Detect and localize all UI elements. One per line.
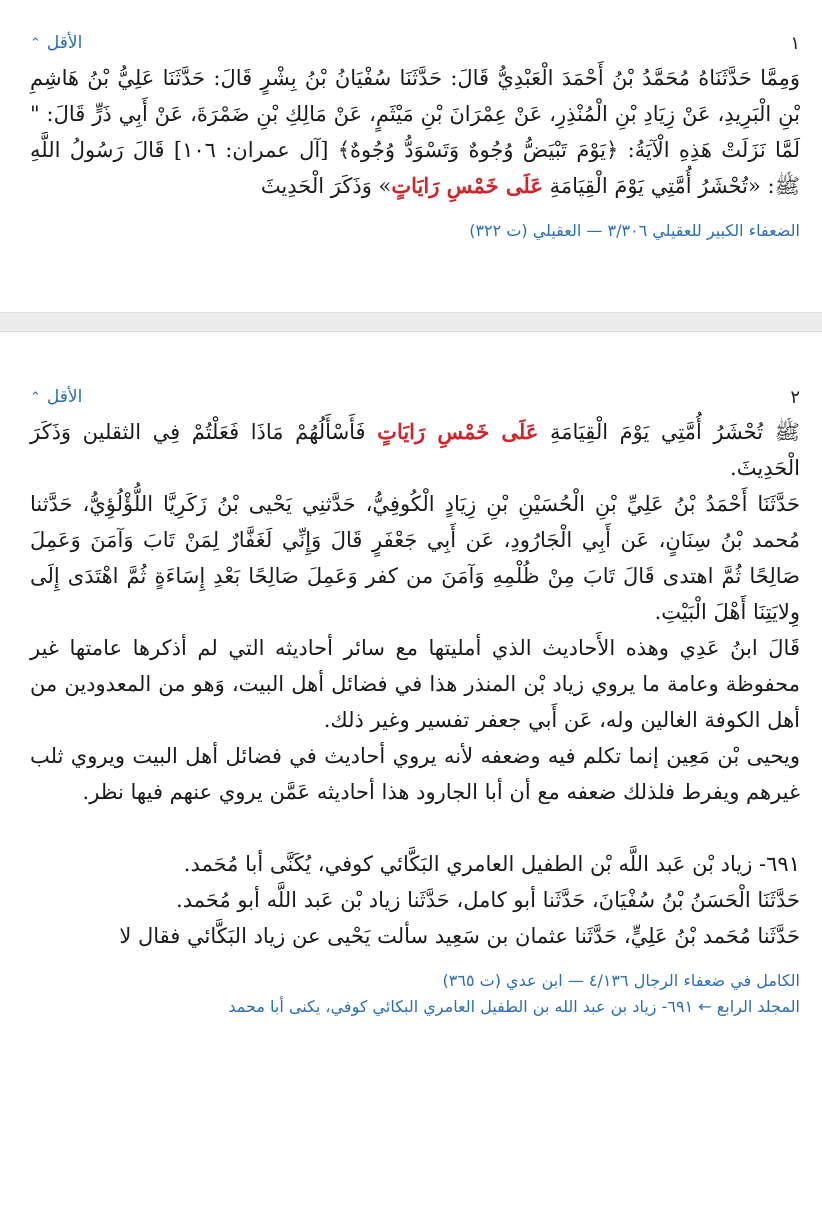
- hadith-paragraph: [30, 60, 800, 204]
- source-link[interactable]: الضعفاء الكبير للعقيلي ٣/٣٠٦ — العقيلي (ت ٣٢٢): [469, 221, 800, 240]
- hadith-text: [30, 414, 800, 954]
- commentary-paragraph: ويحيى بْن مَعِين إنما تكلم فيه وضعفه لأنه يروي أحاديث في فضائل أهل البيت ويروي ثلب غيرهم ويفرط فلذلك ضعفه مع أن أبا الجارود هذا أحاديثه عَمَّن يروي عنهم فيها نظر.: [30, 744, 800, 804]
- paragraph-gap: [30, 810, 800, 846]
- top-strip: [0, 0, 822, 10]
- source-link[interactable]: الكامل في ضعفاء الرجال ٤/١٣٦ — ابن عدي (ت ٣٦٥): [442, 971, 800, 990]
- text-segment: فَأَسْأَلُهُمْ مَاذَا فَعَلْتُمْ فِي الثقلين وَذَكَرَ الْحَدِيثَ.: [30, 420, 800, 480]
- collapse-toggle[interactable]: [30, 387, 82, 407]
- source-reference: [30, 968, 800, 1020]
- highlight-match: عَلَى خَمْسِ رَايَاتٍ: [377, 419, 539, 444]
- result-number: ١: [790, 32, 800, 54]
- hadith-paragraph: حَدَّثَنا مُحَمد بْنُ عَلِيٍّ، حَدَّثَنا عثمان بن سَعِيد سألت يَحْيى عن زياد البَكَّائي فقال لا: [119, 924, 800, 948]
- hadith-paragraph: حَدَّثَنَا أَحْمَدُ بْنُ عَلِيِّ بْنِ الْحُسَيْنِ بْنِ زِيَادٍ الْكُوفِيُّ، حَدَّثنِي يَحْيى بْنُ زَكَرِيَّا اللُّؤْلُؤِيُّ، حَدَّثنا مُحمد بْنُ سِنَانٍ، عَن أَبِي الْجَارُودِ، عَن أَبِي جَعْفَرٍ قَالَ وَإِنِّي لَغَفَّارٌ لِمَنْ تَابَ وَآمَنَ وَعَمِلَ صَالِحًا ثُمَّ اهتدى قَالَ تَابَ مِنْ ظُلْمِهِ وَآمَنَ من كفر وَعَمِلَ صَالِحًا بَعْدِ إِسَاءَةٍ ثُمَّ اهْتَدَى إِلَى وِلايَتِنَا أَهْلَ الْبَيْتِ.: [30, 492, 800, 624]
- text-segment: » وَذَكَرَ الْحَدِيثَ: [260, 174, 392, 198]
- commentary-paragraph: قَالَ ابنُ عَدِي وهذه الأَحاديث الذي أمليتها مع سائر أحاديثه التي لم أذكرها عامتها غير محفوظة وعامة ما يروي زياد بْن المنذر هذا في فضائل أهل البيت، وَهو من المعدودين من أهل الكوفة الغالين وله، عَن أَبي جعفر تفسير وغير ذلك.: [30, 636, 800, 732]
- hadith-paragraph: [30, 414, 800, 486]
- text-segment: ﷺ تُحْشَرُ أُمَّتِي يَوْمَ الْقِيَامَةِ: [549, 420, 800, 444]
- chapter-link[interactable]: المجلد الرابع ← ٦٩١- زياد بن عبد الله بن الطفيل العامري البكائي كوفي، يكنى أبا محمد: [228, 997, 800, 1016]
- entry-heading: ٦٩١- زياد بْن عَبد اللَّه بْن الطفيل العامري البَكَّائي كوفي، يُكَنَّى أبا مُحَمد.: [183, 852, 800, 876]
- collapse-toggle-label: الأقل: [46, 33, 83, 53]
- card-separator: [0, 312, 822, 332]
- result-card-1: [0, 10, 822, 312]
- card-header: [30, 28, 800, 58]
- collapse-toggle[interactable]: [30, 33, 82, 53]
- card-header: [30, 382, 800, 412]
- text-segment: وَمِمَّا حَدَّثَنَاهُ مُحَمَّدُ بْنُ أَحْمَدَ الْعَبْدِيُّ قَالَ: حَدَّثَنَا سُفْيَانُ بْنُ بِشْرٍ قَالَ: حَدَّثَنَا عَلِيُّ بْنُ هَاشِمِ بْنِ الْبَرِيدِ، عَنْ زِيَادِ بْنِ الْمُنْذِرِ، عَنْ عِمْرَانَ بْنِ مَيْثَمٍ، عَنْ مَالِكِ بْنِ ضَمْرَةَ، عَنْ أَبِي ذَرٍّ قَالَ: " لَمَّا نَزَلَتْ هَذِهِ الْآيَةُ: ﴿يَوْمَ تَبْيَضُّ وُجُوهٌ وَتَسْوَدُّ وُجُوهٌ﴾ [آل عمران: ١٠٦] قَالَ رَسُولُ اللَّهِ ﷺ: «تُحْشَرُ أُمَّتِي يَوْمَ الْقِيَامَةِ: [30, 66, 800, 198]
- hadith-text: [30, 60, 800, 204]
- bottom-spacer: [0, 1202, 822, 1212]
- highlight-match: عَلَى خَمْسِ رَايَاتٍ: [391, 173, 543, 198]
- source-reference: [30, 218, 800, 244]
- collapse-toggle-label: الأقل: [46, 387, 83, 407]
- result-number: ٢: [790, 386, 800, 408]
- result-card-2: [0, 332, 822, 1202]
- chevron-up-icon: ⌃: [30, 35, 41, 51]
- hadith-paragraph: حَدَّثَنَا الْحَسَنُ بْنُ سُفْيَانَ، حَدَّثَنا أبو كامل، حَدَّثَنا زياد بْن عَبد اللَّه أبو مُحَمد.: [176, 888, 800, 912]
- chevron-up-icon: ⌃: [30, 389, 41, 405]
